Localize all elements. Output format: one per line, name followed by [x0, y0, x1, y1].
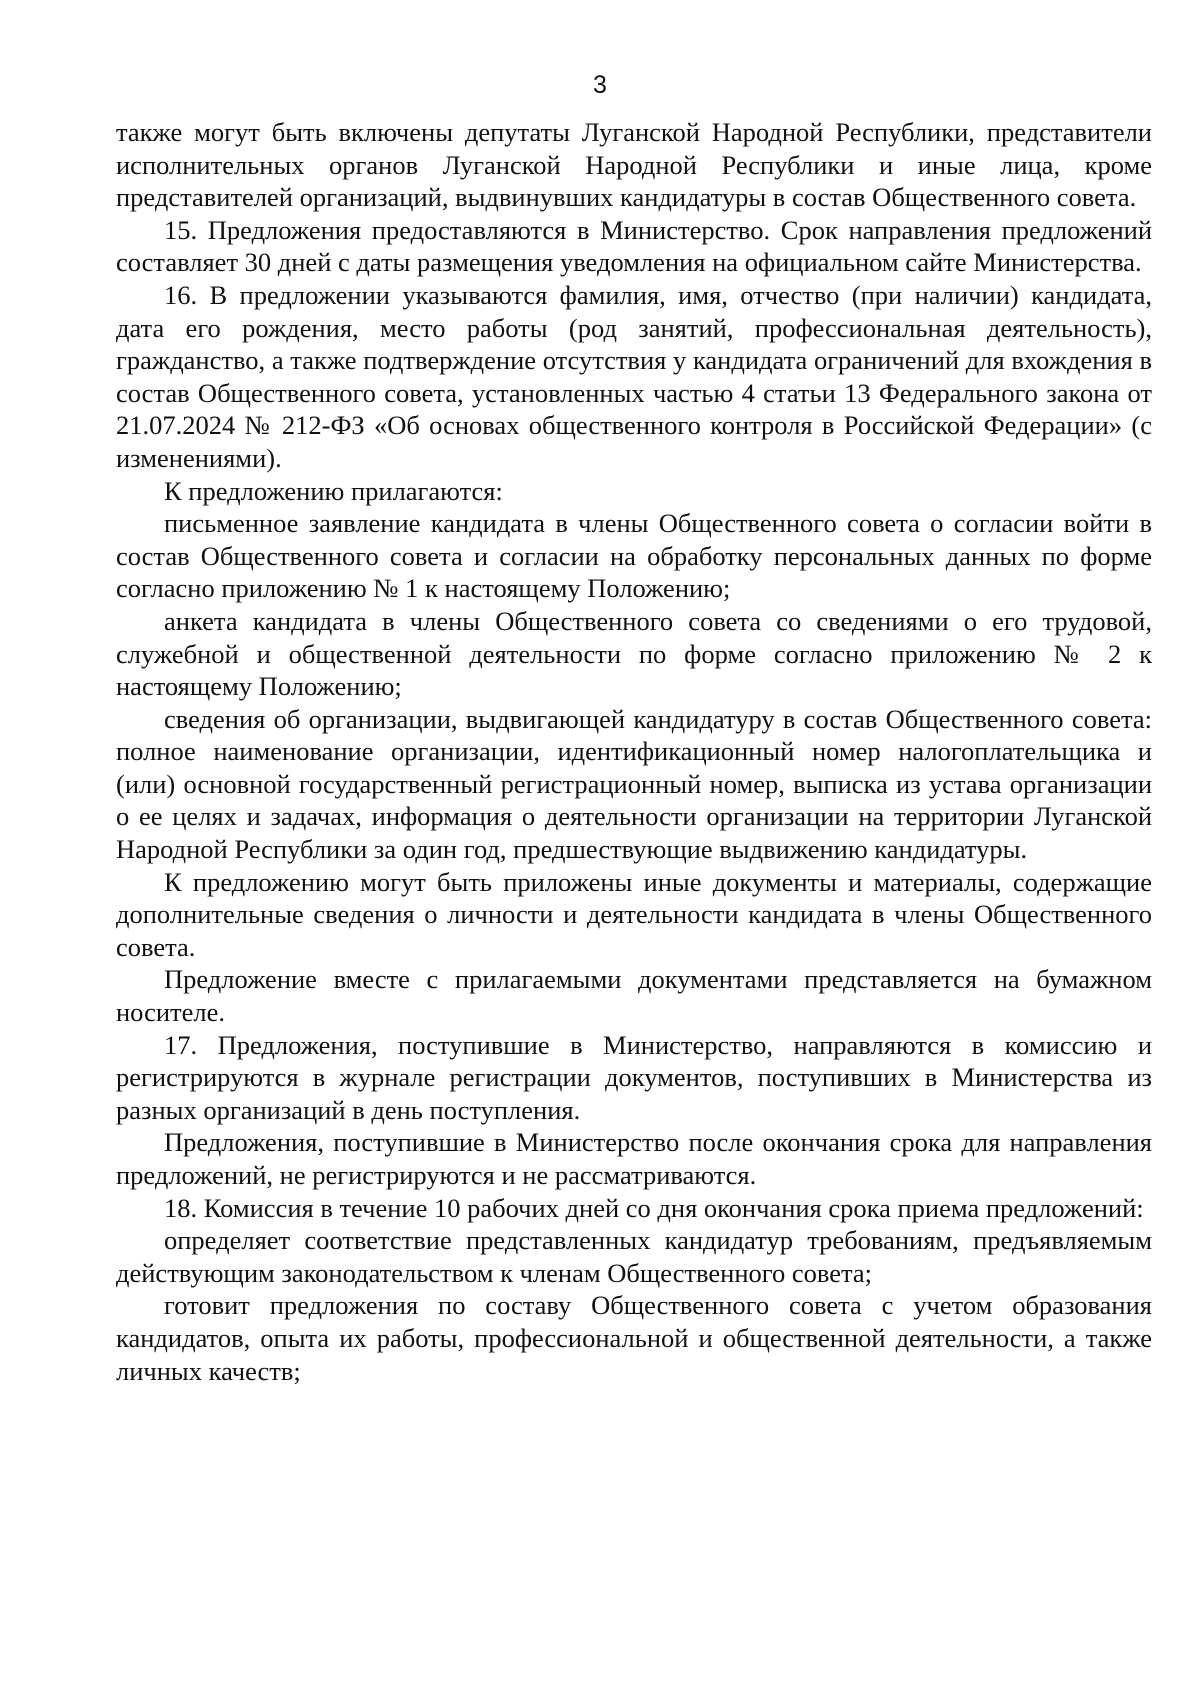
paragraph-commission-determines: определяет соответствие представленных кандидатур требованиям, предъявляемым действующим законодательством к членам Общественного совета;: [116, 1225, 1152, 1288]
paragraph-attachment-questionnaire: анкета кандидата в члены Общественного совета со сведениями о его трудовой, служебной и общественной деятельности по форме согласно приложению № 2 к настоящему Положению;: [116, 605, 1152, 702]
paragraph-other-documents: К предложению могут быть приложены иные документы и материалы, содержащие дополнительные сведения о личности и деятельности кандидата в члены Общественного совета.: [116, 866, 1152, 962]
paragraph-late-proposals: Предложения, поступившие в Министерство после окончания срока для направления предложений, не регистрируются и не рассматриваются.: [116, 1127, 1152, 1190]
paragraph-item-17: 17. Предложения, поступившие в Министерство, направляются в комиссию и регистрируются в журнале регистрации документов, поступивших в Министерства из разных организаций в день поступления.: [116, 1029, 1152, 1125]
paragraph-paper-medium: Предложение вместе с прилагаемыми документами представляется на бумажном носителе.: [116, 964, 1152, 1028]
paragraph-item-15: 15. Предложения предоставляются в Министерство. Срок направления предложений составляет 30 дней с даты размещения уведомления на официальном сайте Министерства.: [116, 214, 1152, 278]
paragraph-item-18: 18. Комиссия в течение 10 рабочих дней со дня окончания срока приема предложений:: [164, 1192, 1144, 1223]
paragraph-attachments-intro: К предложению прилагаются:: [164, 475, 503, 506]
page-number: 3: [593, 71, 607, 99]
paragraph-commission-prepares: готовит предложения по составу Общественного совета с учетом образования кандидатов, опыта их работы, профессиональной и общественной деятельности, а также личных качеств;: [116, 1290, 1152, 1386]
paragraph-continuation: также могут быть включены депутаты Луганской Народной Республики, представители исполнительных органов Луганской Народной Республики и иные лица, кроме представителей организаций, выдвинувших кандидатуры в состав Общественного совета.: [116, 117, 1152, 213]
paragraph-attachment-organization-info: сведения об организации, выдвигающей кандидатуру в состав Общественного совета: полное наименование организации, идентификационный номер налогоплательщика и (или) основной государственный регистрационный номер, выписка из устава организации о ее целях и задачах, информация о деятельности организации на территории Луганской Народной Республики за один год, предшествующие выдвижению кандидатуры.: [116, 703, 1152, 865]
paragraph-attachment-application: письменное заявление кандидата в члены Общественного совета о согласии войти в состав Общественного совета и согласии на обработку персональных данных по форме согласно приложению № 1 к настоящему Положению;: [116, 508, 1152, 604]
paragraph-item-16: 16. В предложении указываются фамилия, имя, отчество (при наличии) кандидата, дата его рождения, место работы (род занятий, профессиональная деятельность), гражданство, а также подтверждение отсутствия у кандидата ограничений для вхождения в состав Общественного совета, установленных частью 4 статьи 13 Федерального закона от 21.07.2024 № 212-ФЗ «Об основах общественного контроля в Российской Федерации» (с изменениями).: [116, 279, 1152, 473]
document-body: [116, 116, 1152, 1387]
